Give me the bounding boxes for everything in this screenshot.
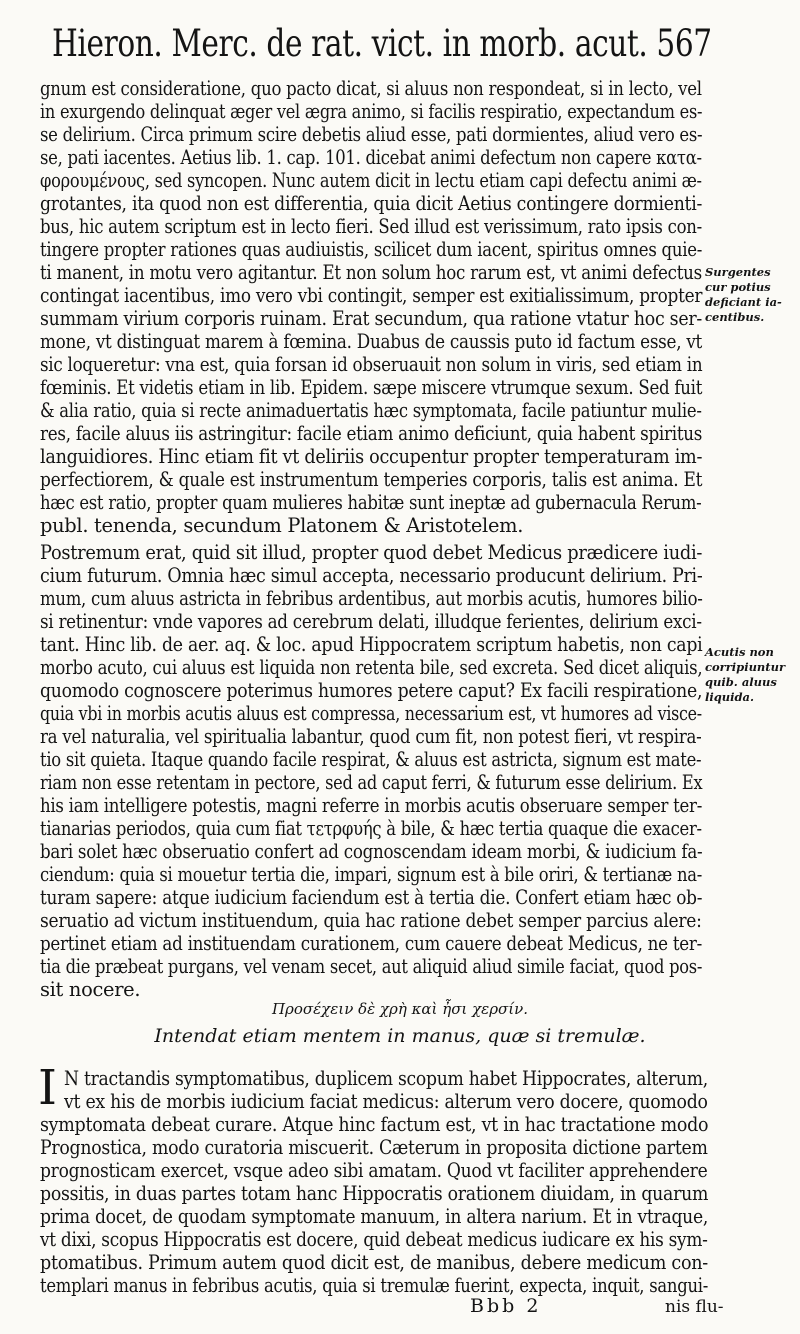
text-line: N tractandis symptomatibus, duplicem scopum habet Hippocrates, alterum, xyxy=(64,1067,708,1090)
margin-note-line: liquida. xyxy=(705,690,755,704)
text-line: ti manent, in motu vero agitantur. Et non solum hoc rarum est, vt animi defectus xyxy=(40,261,702,284)
text-line: tant. Hinc lib. de aer. aq. & loc. apud Hippocratem scriptum habetis, non capi xyxy=(40,633,703,656)
text-line: tianarias periodos, quia cum fiat τετρφυής à bile, & hæc tertia quaque die exacer- xyxy=(40,817,702,840)
margin-note-line: quib. aluus xyxy=(705,675,777,689)
text-line: hæc est ratio, propter quam mulieres habitæ sunt ineptæ ad gubernacula Rerum- xyxy=(40,491,702,514)
text-line: res, facile aluus iis astringitur: facile etiam animo deficiunt, quia habent spiritus xyxy=(40,422,703,445)
text-line: prima docet, de quodam symptomate manuum, in altera narium. Et in vtraque, xyxy=(40,1205,709,1228)
signature-mark: Bbb 2 xyxy=(470,1295,542,1317)
margin-note xyxy=(705,265,797,325)
text-line: Prognostica, modo curatoria miscuerit. Cæterum in proposita dictione partem xyxy=(40,1136,708,1159)
text-line: morbo acuto, cui aluus est liquida non retenta bile, sed excreta. Sed dicet aliquis, xyxy=(40,656,703,679)
text-line: sic loqueretur: vna est, quia forsan id obseruauit non solum in viris, sed etiam in xyxy=(40,353,703,376)
text-line: grotantes, ita quod non est differentia, quia dicit Aetius contingere dormienti- xyxy=(40,192,703,215)
text-line: quomodo cognoscere poterimus humores petere caput? Ex facili respiratione, xyxy=(40,679,703,702)
text-line: Postremum erat, quid sit illud, propter quod debet Medicus prædicere iudi- xyxy=(40,541,703,564)
latin-heading: Intendat etiam mentem in manus, quæ si tremulæ. xyxy=(154,1025,646,1047)
margin-note-line: corripiuntur xyxy=(705,660,786,674)
text-line: cium futurum. Omnia hæc simul accepta, necessario producunt delirium. Pri- xyxy=(40,564,703,587)
text-line: ra vel naturalia, vel spiritualia labantur, quod cum fit, non potest fieri, vt respira- xyxy=(40,725,702,748)
catchword: nis flu- xyxy=(665,1297,724,1317)
text-line: symptomata debeat curare. Atque hinc factum est, vt in hac tractatione modo xyxy=(40,1113,709,1136)
running-header: Hieron. Merc. de rat. vict. in morb. acut. 567 xyxy=(52,22,712,65)
text-line: ciendum: quia si mouetur tertia die, impari, signum est à bile oriri, & tertianæ na- xyxy=(40,863,703,886)
text-line: & alia ratio, quia si recte animaduertatis hæc symptomata, facile patiuntur mulie- xyxy=(40,399,702,422)
text-line: publ. tenenda, secundum Platonem & Aristotelem. xyxy=(40,514,524,537)
text-line: prognosticam exercet, vsque adeo sibi amatam. Quod vt faciliter apprehendere xyxy=(40,1159,708,1182)
text-line: ptomatibus. Primum autem quod dicit est, de manibus, debere medicum con- xyxy=(40,1251,708,1274)
text-line: vt ex his de morbis iudicium faciat medicus: alterum vero docere, quomodo xyxy=(64,1090,708,1113)
text-line: fœminis. Et videtis etiam in lib. Epidem. sæpe miscere vtrumque sexum. Sed fuit xyxy=(40,376,703,399)
text-line: templari manus in febribus acutis, quia si tremulæ fuerint, expecta, inquit, sangui- xyxy=(40,1274,709,1297)
text-line: riam non esse retentam in pectore, sed ad caput ferri, & futurum esse delirium. Ex xyxy=(40,771,703,794)
text-line: possitis, in duas partes totam hanc Hippocratis orationem diuidam, in quarum xyxy=(40,1182,709,1205)
margin-note-line: deficiant ia- xyxy=(705,295,782,309)
text-line: his iam intelligere potestis, magni referre in morbis acutis obseruare semper ter- xyxy=(40,794,703,817)
margin-note-line: Surgentes xyxy=(705,265,771,279)
text-line: tio sit quieta. Itaque quando facile respirat, & aluus est astricta, signum est mate- xyxy=(40,748,702,771)
text-line: in exurgendo delinquat æger vel ægra animo, si facilis respiratio, expectandum es- xyxy=(40,100,703,123)
text-line: mone, vt distinguat marem à fœmina. Duabus de caussis puto id factum esse, vt xyxy=(40,330,703,353)
text-line: quia vbi in morbis acutis aluus est compressa, necessarium est, vt humores ad visce- xyxy=(40,702,702,725)
margin-note xyxy=(705,645,797,705)
text-line: tingere propter rationes quas audiuistis, scilicet dum iacent, spiritus omnes quie- xyxy=(40,238,703,261)
greek-heading: Προσέχειν δὲ χρὴ καὶ ἦσι χερσίν. xyxy=(271,1000,529,1018)
text-line: mum, cum aluus astricta in febribus ardentibus, aut morbis acutis, humores bilio- xyxy=(40,587,703,610)
text-line: pertinet etiam ad instituendam curationem, cum cauere debeat Medicus, ne ter- xyxy=(40,932,703,955)
text-line: si retinentur: vnde vapores ad cerebrum delati, illudque ferientes, delirium exci- xyxy=(40,610,702,633)
text-line: contingat iacentibus, imo vero vbi contingit, semper est exitialissimum, propter xyxy=(40,284,703,307)
text-line: turam sapere: atque iudicium faciendum est à tertia die. Confert etiam hæc ob- xyxy=(40,886,703,909)
text-line: sit nocere. xyxy=(40,978,141,1001)
text-line: tia die præbeat purgans, vel venam secet, aut aliquid aliud simile faciat, quod pos- xyxy=(40,955,703,978)
text-line: bus, hic autem scriptum est in lecto fieri. Sed illud est verissimum, rato ipsis con- xyxy=(40,215,702,238)
margin-note-line: centibus. xyxy=(705,310,765,324)
text-line: se, pati iacentes. Aetius lib. 1. cap. 101. dicebat animi defectum non capere κατα- xyxy=(40,146,702,169)
text-line: seruatio ad victum instituendum, quia hac ratione debet semper parcius alere: xyxy=(40,909,702,932)
margin-note-line: cur potius xyxy=(705,280,771,294)
text-line: φορουμένους, sed syncopen. Nunc autem dicit in lectu etiam capi defectu animi æ- xyxy=(40,169,702,192)
text-line: se delirium. Circa primum scire debetis aliud esse, pati dormientes, aliud vero es- xyxy=(40,123,703,146)
drop-capital: I xyxy=(38,1060,57,1116)
text-line: languidiores. Hinc etiam fit vt deliriis occupentur propter temperaturam im- xyxy=(40,445,703,468)
text-line: vt dixi, scopus Hippocratis est docere, quid debeat medicus iudicare ex his sym- xyxy=(40,1228,708,1251)
text-line: gnum est consideratione, quo pacto dicat, si aluus non respondeat, si in lecto, vel xyxy=(40,77,702,100)
text-line: bari solet hæc obseruatio confert ad cognoscendam ideam morbi, & iudicium fa- xyxy=(40,840,703,863)
text-line: perfectiorem, & quale est instrumentum temperies corporis, talis est anima. Et xyxy=(40,468,703,491)
margin-note-line: Acutis non xyxy=(705,645,774,659)
text-line: summam virium corporis ruinam. Erat secundum, qua ratione vtatur hoc ser- xyxy=(40,307,702,330)
